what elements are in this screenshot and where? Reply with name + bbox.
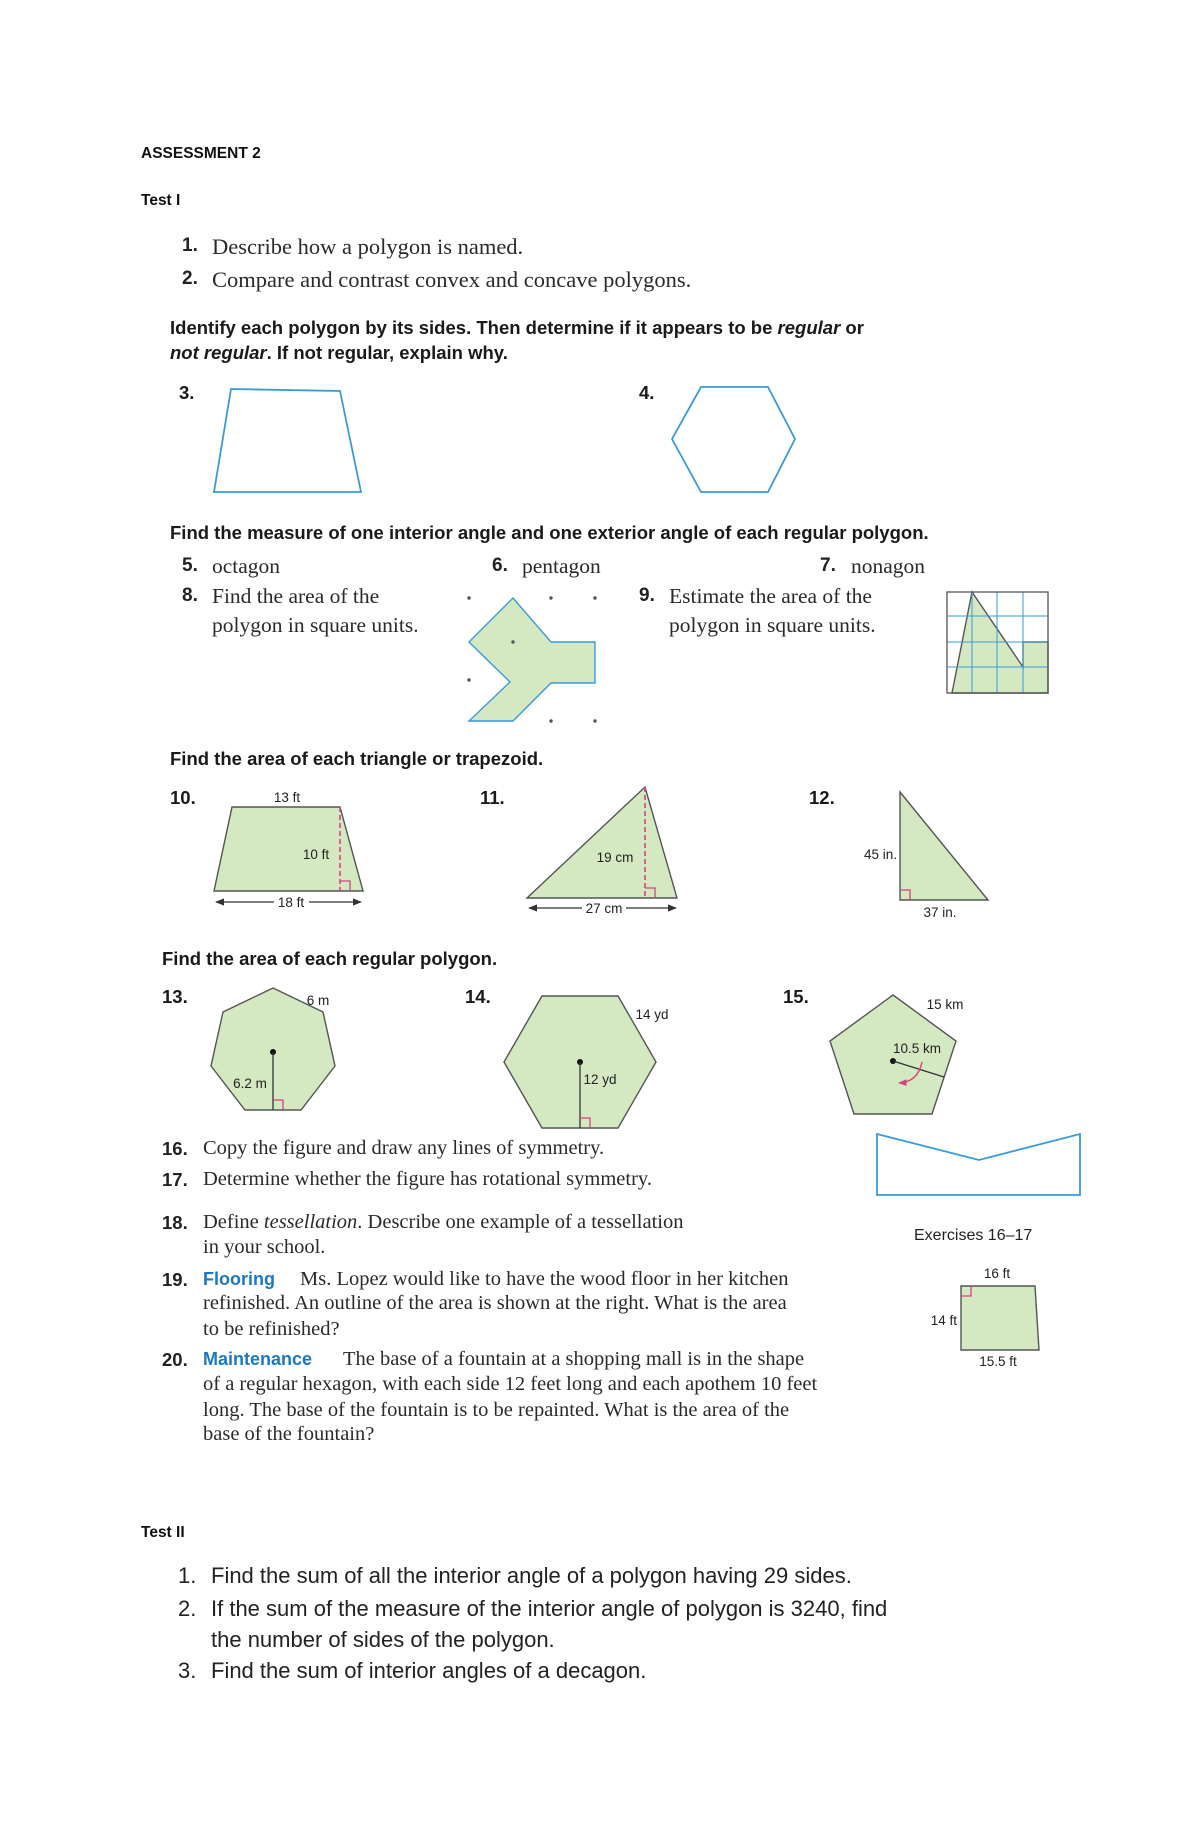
exercise-13-side-label: 6 m xyxy=(306,993,330,1008)
exercise-11-figure xyxy=(527,787,677,916)
test-2-question-1-number: 1. xyxy=(178,1563,197,1588)
exercise-12-figure xyxy=(864,792,988,920)
exercise-11-triangle xyxy=(527,787,677,898)
exercise-20-line-4: base of the fountain? xyxy=(203,1423,375,1445)
exercise-11-number: 11. xyxy=(480,787,505,808)
exercise-14-figure xyxy=(504,996,669,1128)
exercise-6-text: pentagon xyxy=(522,554,601,578)
exercise-10-figure xyxy=(214,790,363,910)
exercise-19-left-label: 14 ft xyxy=(930,1313,957,1328)
instruction-text: or xyxy=(840,317,864,338)
exercise-10-top-label: 13 ft xyxy=(273,790,301,805)
exercise-11-base-label: 27 cm xyxy=(585,901,623,916)
page-title: ASSESSMENT 2 xyxy=(141,145,261,162)
question-1-number: 1. xyxy=(182,235,198,256)
exercise-9-line-1: Estimate the area of the xyxy=(669,584,872,608)
exercise-19-line-1: Ms. Lopez would like to have the wood floor in her kitchen xyxy=(300,1268,789,1290)
exercise-8-line-2: polygon in square units. xyxy=(212,613,419,637)
exercise-17-number: 17. xyxy=(162,1169,188,1190)
test-2-question-2-line-1: If the sum of the measure of the interior angle of polygon is 3240, find xyxy=(211,1596,888,1621)
question-1-text: Describe how a polygon is named. xyxy=(212,234,524,259)
exercise-12-triangle xyxy=(900,792,988,900)
exercise-19-line-2: refinished. An outline of the area is shown at the right. What is the area xyxy=(203,1292,787,1314)
exercise-7-text: nonagon xyxy=(851,554,926,578)
grid-dot xyxy=(549,596,552,599)
exercise-20-number: 20. xyxy=(162,1349,188,1370)
test-2-question-3-number: 3. xyxy=(178,1658,197,1683)
exercise-20-line-1: The base of a fountain at a shopping mall is in the shape xyxy=(343,1348,805,1370)
exercise-19-tag: Flooring xyxy=(203,1269,275,1289)
exercise-18-number: 18. xyxy=(162,1212,188,1233)
exercise-14-number: 14. xyxy=(465,986,491,1007)
exercise-15-figure xyxy=(830,995,963,1114)
exercise-15-apothem-label: 10.5 km xyxy=(892,1041,942,1056)
exercise-13-apothem-label: 6.2 m xyxy=(233,1076,267,1091)
exercise-19-number: 19. xyxy=(162,1269,188,1290)
exercise-9-number: 9. xyxy=(639,585,655,606)
exercise-7-number: 7. xyxy=(820,555,836,576)
grid-dot xyxy=(593,596,596,599)
exercise-17-text: Determine whether the figure has rotational symmetry. xyxy=(203,1168,652,1190)
exercise-11-height-label: 19 cm xyxy=(596,850,634,865)
instruction-text: . If not regular, explain why. xyxy=(266,342,508,363)
test-2-question-2-line-2: the number of sides of the polygon. xyxy=(211,1627,555,1652)
exercise-18-italic-term: tessellation xyxy=(263,1211,358,1233)
exercise-18-text: . Describe one example of a tessellation xyxy=(357,1211,684,1233)
exercise-19-line-3: to be refinished? xyxy=(203,1318,340,1340)
question-2-text: Compare and contrast convex and concave polygons. xyxy=(212,267,692,292)
instruction-italic-regular: regular xyxy=(777,317,841,338)
exercise-3-quadrilateral xyxy=(214,389,361,492)
instruction-italic-not-regular: not regular xyxy=(170,342,267,363)
grid-dot xyxy=(549,719,552,722)
exercise-12-base-label: 37 in. xyxy=(923,905,957,920)
exercise-15-side-label: 15 km xyxy=(926,997,964,1012)
test-2-label: Test II xyxy=(141,1524,185,1541)
figure-caption: Exercises 16–17 xyxy=(914,1227,1033,1244)
exercise-19-top-label: 16 ft xyxy=(983,1266,1011,1281)
exercise-19-bottom-label: 15.5 ft xyxy=(979,1354,1017,1369)
exercise-10-base-label: 18 ft xyxy=(277,895,305,910)
exercise-9-figure xyxy=(947,592,1048,693)
triangle-instruction: Find the area of each triangle or trapezoid. xyxy=(170,748,544,769)
instruction-text: Identify each polygon by its sides. Then determine if it appears to be xyxy=(170,317,778,338)
exercise-10-number: 10. xyxy=(170,787,196,808)
exercise-20-tag: Maintenance xyxy=(203,1349,313,1369)
exercise-14-side-label: 14 yd xyxy=(635,1007,669,1022)
exercise-8-polygon xyxy=(469,598,595,721)
exercise-16-17-figure xyxy=(877,1134,1080,1195)
question-2-number: 2. xyxy=(182,268,198,289)
exercise-4-hexagon xyxy=(672,387,795,492)
exercise-6-number: 6. xyxy=(492,555,508,576)
exercise-15-number: 15. xyxy=(783,986,809,1007)
exercise-14-apothem-label: 12 yd xyxy=(583,1072,617,1087)
exercise-5-text: octagon xyxy=(212,554,281,578)
angle-instruction: Find the measure of one interior angle and one exterior angle of each regular polygon. xyxy=(170,522,929,543)
exercise-12-height-label: 45 in. xyxy=(863,847,897,862)
exercise-13-figure xyxy=(211,988,335,1110)
exercise-16-number: 16. xyxy=(162,1138,188,1159)
test-1-label: Test I xyxy=(141,192,181,209)
regular-polygon-instruction: Find the area of each regular polygon. xyxy=(162,948,498,969)
exercise-9-line-2: polygon in square units. xyxy=(669,613,876,637)
exercise-8-line-1: Find the area of the xyxy=(212,584,380,608)
exercise-18-text: Define xyxy=(203,1211,264,1233)
exercise-8-figure xyxy=(467,596,596,722)
exercise-5-number: 5. xyxy=(182,555,198,576)
exercise-18-line-2: in your school. xyxy=(203,1236,326,1258)
exercise-12-number: 12. xyxy=(809,787,835,808)
exercise-3-number: 3. xyxy=(179,382,195,403)
exercise-10-height-label: 10 ft xyxy=(302,847,330,862)
exercise-16-text: Copy the figure and draw any lines of symmetry. xyxy=(203,1137,605,1159)
exercise-20-line-3: long. The base of the fountain is to be repainted. What is the area of the xyxy=(203,1399,790,1421)
test-2-question-3-text: Find the sum of interior angles of a decagon. xyxy=(211,1658,647,1683)
grid-dot xyxy=(467,678,470,681)
grid-dot xyxy=(593,719,596,722)
exercise-19-quadrilateral xyxy=(961,1286,1039,1350)
test-2-question-2-number: 2. xyxy=(178,1596,197,1621)
exercise-19-figure xyxy=(931,1266,1039,1369)
test-2-question-1-text: Find the sum of all the interior angle of a polygon having 29 sides. xyxy=(211,1563,852,1588)
exercise-20-line-2: of a regular hexagon, with each side 12 feet long and each apothem 10 feet xyxy=(203,1373,818,1395)
exercise-8-number: 8. xyxy=(182,585,198,606)
exercise-13-number: 13. xyxy=(162,986,188,1007)
grid-dot xyxy=(467,596,470,599)
grid-dot xyxy=(511,640,514,643)
exercise-4-number: 4. xyxy=(639,382,655,403)
